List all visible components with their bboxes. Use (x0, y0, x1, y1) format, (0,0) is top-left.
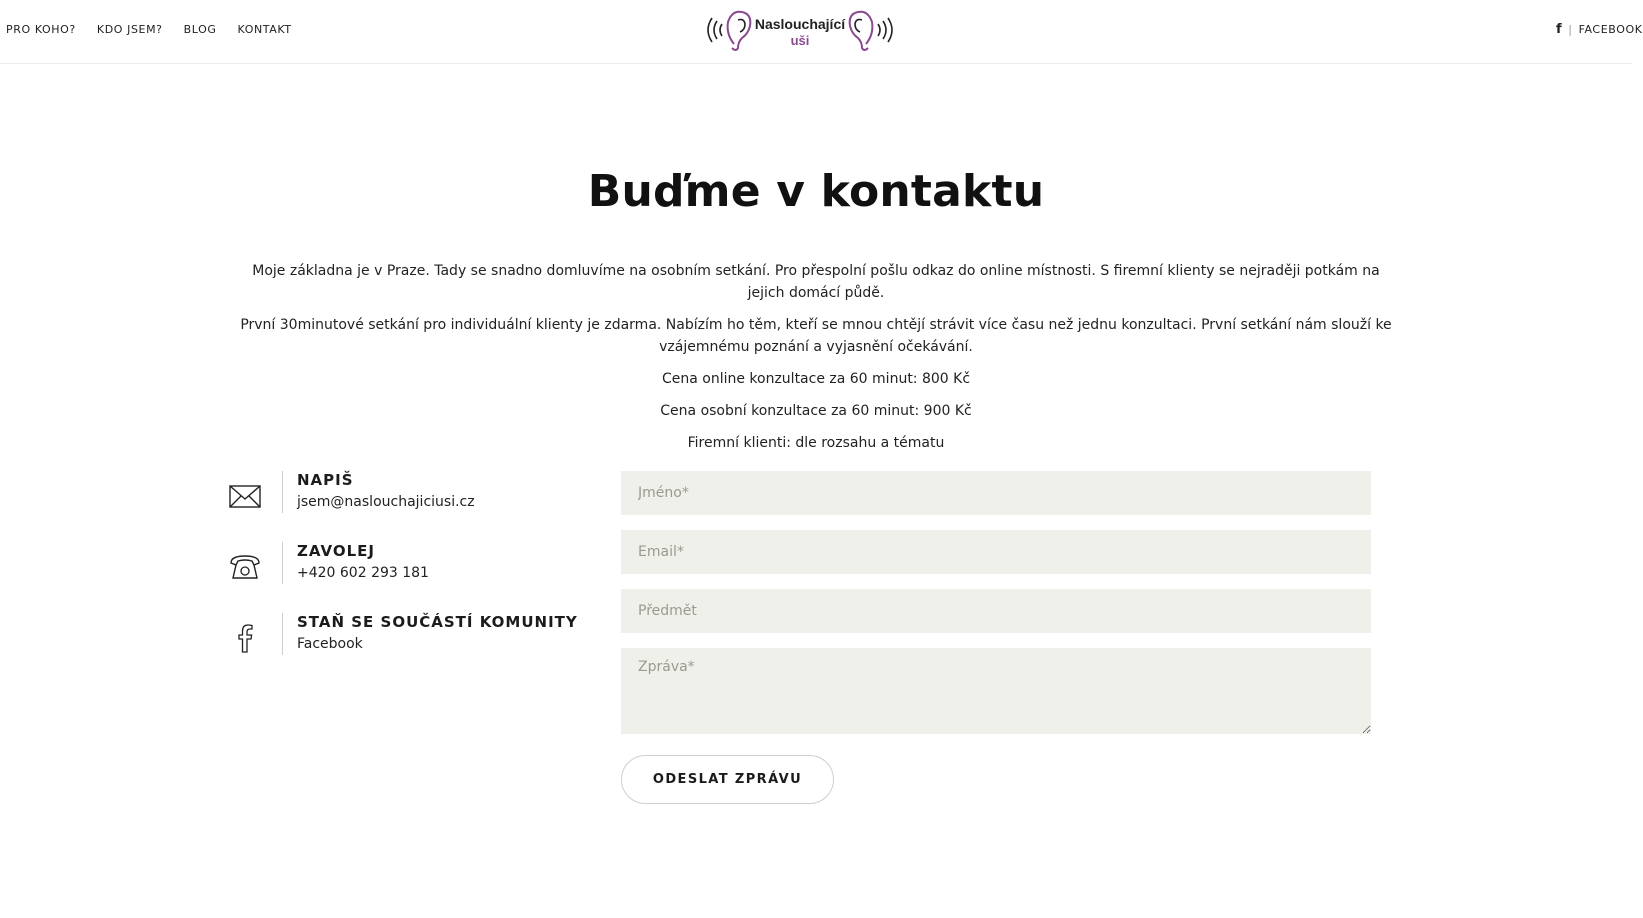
nav-item-pro-koho[interactable]: PRO KOHO? (6, 22, 76, 36)
nav-item-blog[interactable]: BLOG (183, 22, 217, 36)
divider (282, 613, 283, 655)
contact-write (228, 471, 588, 525)
contact-community (228, 613, 588, 667)
divider: | (1568, 22, 1573, 36)
divider (282, 542, 283, 584)
header-social-link[interactable] (1556, 0, 1643, 58)
header-social-label: FACEBOOK (1578, 22, 1643, 36)
price-corporate: Firemní klienti: dle rozsahu a tématu (687, 435, 945, 451)
page-title: Buďme v kontaktu (587, 166, 1045, 217)
contact-community-title: STAŇ SE SOUČÁSTÍ KOMUNITY (297, 613, 578, 631)
site-logo[interactable] (700, 4, 900, 56)
facebook-icon: f (1556, 21, 1563, 37)
main-nav (6, 0, 292, 58)
intro-paragraph-first-meeting: První 30minutové setkání pro individuální klienty je zdarma. Nabízím ho těm, kteří se mnou chtějí strávit více času než jednu konzultaci. První setkání nám slouží ke vzájemnému poznání a vyjasnění očekávání. (240, 317, 1392, 355)
phone-icon (228, 550, 262, 584)
logo-ear-graphic (700, 4, 900, 56)
subject-field[interactable] (621, 589, 1371, 633)
logo-text-line1: Naslouchající (754, 16, 846, 32)
phone-link[interactable]: +420 602 293 181 (297, 565, 429, 581)
name-field[interactable] (621, 471, 1371, 515)
nav-item-kdo-jsem[interactable]: KDO JSEM? (96, 22, 163, 36)
facebook-link[interactable]: Facebook (297, 636, 363, 652)
nav-item-kontakt[interactable]: KONTAKT (237, 22, 292, 36)
contact-call-title: ZAVOLEJ (297, 542, 375, 560)
intro-paragraph-location: Moje základna je v Praze. Tady se snadno domluvíme na osobním setkání. Pro přespolní pošlu odkaz do online místnosti. S firemní klienty se nejraději potkám na jejich domácí půdě. (252, 263, 1380, 301)
logo-text-line2: uši (790, 33, 810, 48)
message-field[interactable] (621, 648, 1371, 734)
contact-call (228, 542, 588, 596)
contact-write-title: NAPIŠ (297, 471, 354, 489)
envelope-icon (228, 479, 262, 513)
submit-button[interactable]: ODESLAT ZPRÁVU (621, 755, 834, 804)
email-field[interactable] (621, 530, 1371, 574)
email-link[interactable]: jsem@naslouchajiciusi.cz (297, 494, 475, 510)
price-online: Cena online konzultace za 60 minut: 800 Kč (661, 371, 971, 387)
facebook-icon (228, 621, 262, 655)
divider (282, 471, 283, 513)
price-personal: Cena osobní konzultace za 60 minut: 900 Kč (660, 403, 972, 419)
site-header (0, 0, 1643, 64)
intro-text (236, 260, 1396, 464)
